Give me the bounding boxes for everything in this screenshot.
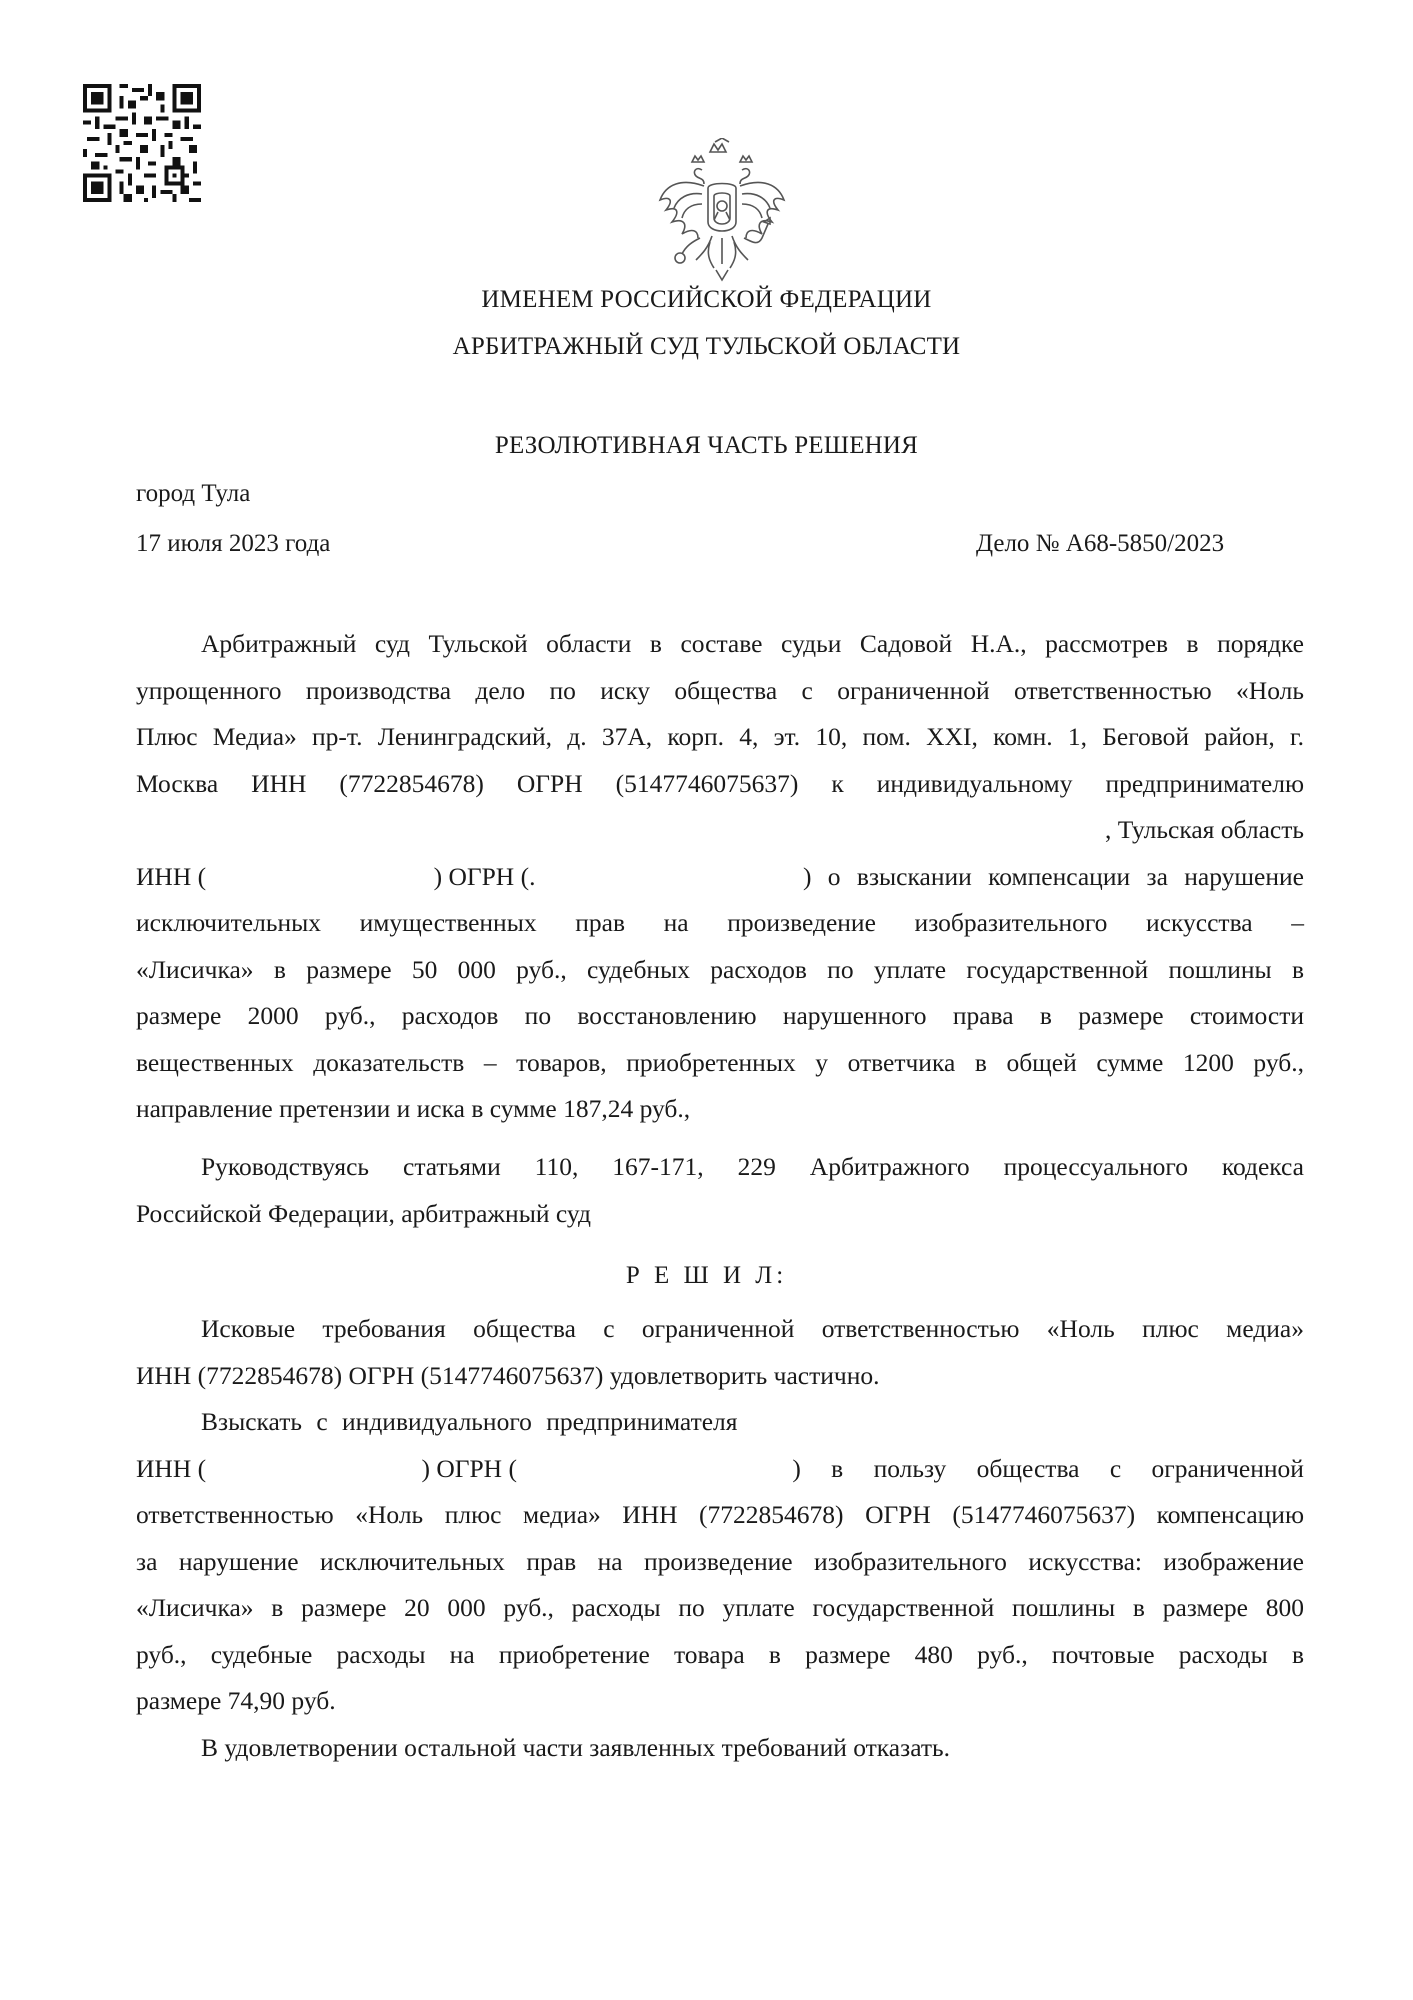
text-line: ) в пользу общества с ограниченной (792, 1453, 1304, 1483)
text-line: «Лисичка» в размере 20 000 руб., расходы по уплате государственной пошлины в размере 800 (136, 1593, 1304, 1622)
text-line: Москва ИНН (7722854678) ОГРН (5147746075637) к индивидуальному предпринимателю (136, 768, 1304, 798)
qr-code-icon (83, 84, 201, 202)
text-line: Плюс Медиа» пр-т. Ленинградский, д. 37А, корп. 4, эт. 10, пом. XXI, комн. 1, Беговой район, г. (136, 722, 1304, 751)
decision-date: 17 июля 2023 года (136, 530, 331, 557)
text-line: размере 2000 руб., расходов по восстановлению нарушенного права в размере стоимости (136, 1001, 1304, 1030)
header-line-1: ИМЕНЕМ РОССИЙСКОЙ ФЕДЕРАЦИИ (481, 286, 932, 313)
redacted-space (244, 1446, 384, 1493)
text-line: , Тульская область (1104, 815, 1304, 844)
text-line: исключительных имущественных прав на произведение изобразительного искусства – (136, 908, 1304, 937)
text-line: Российской Федерации, арбитражный суд (136, 1198, 591, 1228)
text-line: направление претензии и иска в сумме 187,24 руб., (136, 1094, 691, 1123)
paragraph-recovery (136, 1399, 1304, 1725)
text-line: ИНН ( (136, 1453, 207, 1483)
text-line: В удовлетворении остальной части заявленных требований отказать. (201, 1733, 951, 1762)
paragraph-ruling (136, 1306, 1304, 1399)
redacted-space (555, 1446, 755, 1493)
text-line: размере 74,90 руб. (136, 1686, 336, 1715)
text-line: ) ОГРН ( (421, 1453, 517, 1483)
text-line: упрощенного производства дело по иску общества с ограниченной ответственностью «Ноль (136, 675, 1304, 705)
text-line: Исковые требования общества с ограниченной ответственностью «Ноль плюс медиа» (201, 1314, 1304, 1343)
document-title: РЕЗОЛЮТИВНАЯ ЧАСТЬ РЕШЕНИЯ (494, 432, 919, 459)
russian-coat-of-arms-icon (652, 138, 792, 286)
text-line: за нарушение исключительных прав на произведение изобразительного искусства: изображение (136, 1546, 1304, 1576)
paragraph-legal-basis (136, 1144, 1304, 1237)
city: город Тула (136, 480, 251, 507)
text-line: ИНН (7722854678) ОГРН (5147746075637) удовлетворить частично. (136, 1360, 880, 1390)
paragraph-refusal (136, 1725, 1304, 1772)
redacted-space (260, 854, 380, 901)
text-line: вещественных доказательств – товаров, приобретенных у ответчика в общей сумме 1200 руб., (136, 1047, 1304, 1077)
text-line: Арбитражный суд Тульской области в составе судьи Садовой Н.А., рассмотрев в порядке (201, 629, 1304, 658)
text-line: ИНН ( (136, 861, 207, 891)
text-line: ответственностью «Ноль плюс медиа» ИНН (7722854678) ОГРН (5147746075637) компенсацию (136, 1500, 1304, 1529)
text-line: Взыскать с индивидуального предпринимателя (201, 1407, 738, 1436)
case-number: Дело № А68-5850/2023 (976, 530, 1225, 557)
decision-label: Р Е Ш И Л: (625, 1262, 788, 1289)
text-line: ) ОГРН (. (433, 861, 536, 891)
paragraph-claim (136, 621, 1304, 1133)
text-line: «Лисичка» в размере 50 000 руб., судебных расходов по уплате государственной пошлины в (136, 954, 1304, 984)
court-name: АРБИТРАЖНЫЙ СУД ТУЛЬСКОЙ ОБЛАСТИ (452, 333, 961, 360)
redacted-space (589, 854, 749, 901)
text-line: руб., судебные расходы на приобретение товара в размере 480 руб., почтовые расходы в (136, 1639, 1304, 1669)
text-line: ) о взыскании компенсации за нарушение (802, 861, 1304, 891)
text-line: Руководствуясь статьями 110, 167-171, 229 Арбитражного процессуального кодекса (201, 1152, 1304, 1181)
